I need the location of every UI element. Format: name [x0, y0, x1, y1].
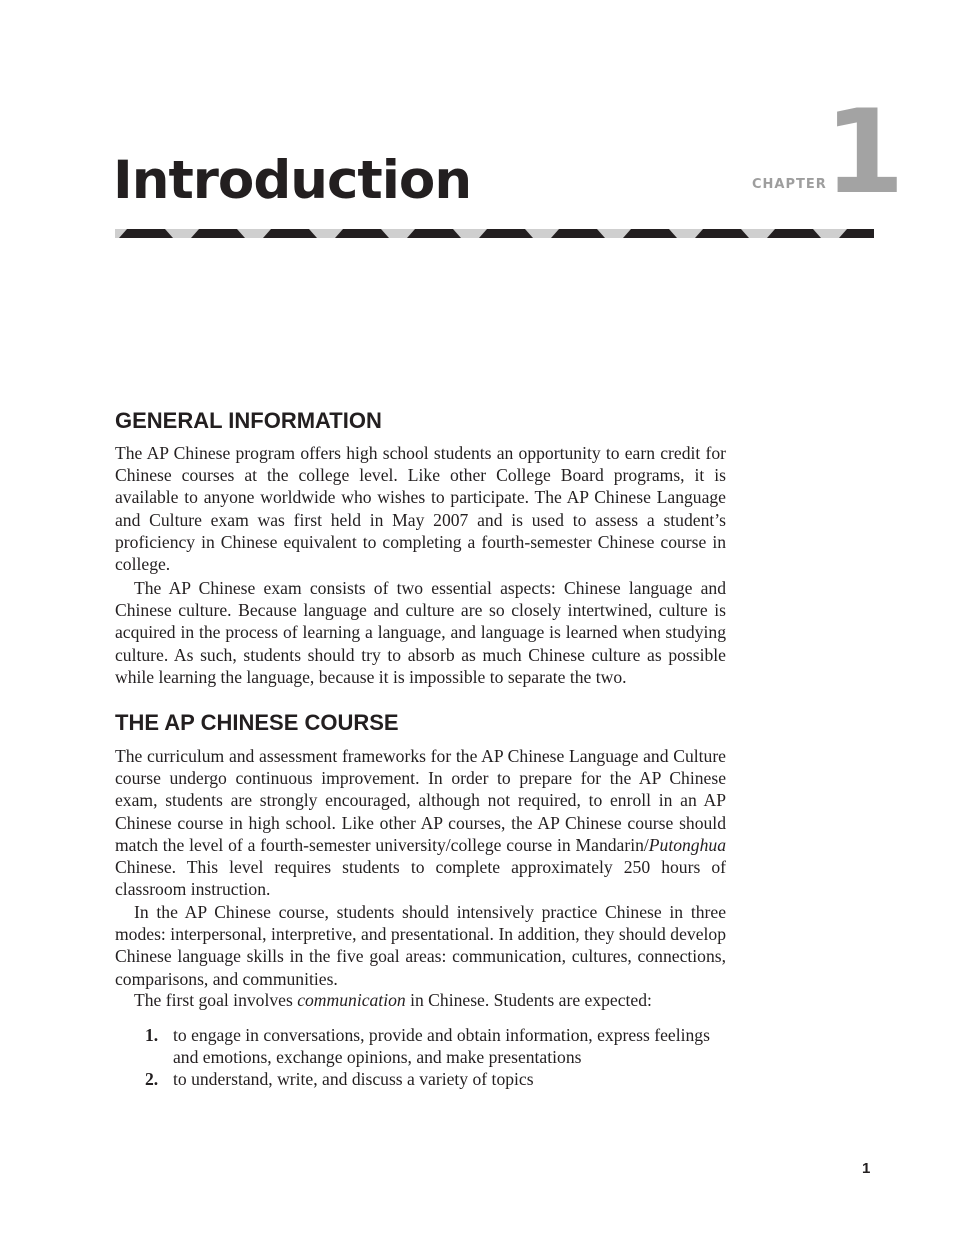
paragraph: In the AP Chinese course, students should intensively practice Chinese in three modes: interpersonal, interpretive, and presentational. In addition, they should develop Chinese language skills in the five goal areas: communication, cultures, connections, comparisons, and communities. [115, 902, 726, 989]
chapter-number: 1 [824, 85, 905, 220]
paragraph: The AP Chinese exam consists of two essential aspects: Chinese language and Chinese culture. Because language and culture are so closely intertwined, culture is acquired in the process of learning a language, and language is learned when studying culture. As such, students should try to absorb as much Chinese culture as possible while learning the language, because it is impossible to separate the two. [115, 578, 726, 687]
list-item [115, 1024, 726, 1068]
list-item-text: to engage in conversations, provide and obtain information, express feelings and emotions, exchange opinions, and make presentations [173, 1025, 710, 1068]
paragraph-text: in Chinese. Students are expected: [405, 990, 652, 1010]
italic-term: communication [297, 990, 406, 1010]
chapter-title: Introduction [113, 150, 472, 211]
paragraph-text: The curriculum and assessment frameworks for the AP Chinese Language and Culture course undergo continuous improvement. In order to prepare for the AP Chinese exam, students are strongly encouraged, although not required, to enroll in an AP Chinese course in high school. Like other AP courses, the AP Chinese course should match the level of a fourth-semester university/college course in Mandarin/ [115, 746, 726, 855]
paragraph [115, 989, 735, 1011]
goal-list [115, 1024, 726, 1091]
page-number: 1 [862, 1160, 871, 1177]
list-item [115, 1068, 726, 1090]
section-heading-general-information: GENERAL INFORMATION [115, 408, 382, 433]
list-item-text: to understand, write, and discuss a variety of topics [173, 1069, 534, 1090]
paragraph: The AP Chinese program offers high school students an opportunity to earn credit for Chinese courses at the college level. Like other College Board programs, it is available to anyone worldwide who wishes to participate. The AP Chinese Language and Culture exam was first held in May 2007 and is used to assess a student’s proficiency in Chinese equivalent to completing a fourth-semester Chinese course in college. [115, 443, 726, 575]
list-item-number: 2. [145, 1069, 159, 1090]
list-item-number: 1. [145, 1025, 159, 1045]
paragraph-text: The first goal involves [134, 990, 298, 1010]
chapter-stripe-rule [115, 229, 874, 238]
italic-term: Putonghua [648, 834, 726, 855]
section-heading-ap-chinese-course: THE AP CHINESE COURSE [115, 710, 399, 735]
chapter-label: CHAPTER [752, 177, 827, 192]
paragraph [115, 745, 726, 900]
paragraph-text: Chinese. This level requires students to complete approximately 250 hours of classroom instruction. [115, 857, 726, 900]
